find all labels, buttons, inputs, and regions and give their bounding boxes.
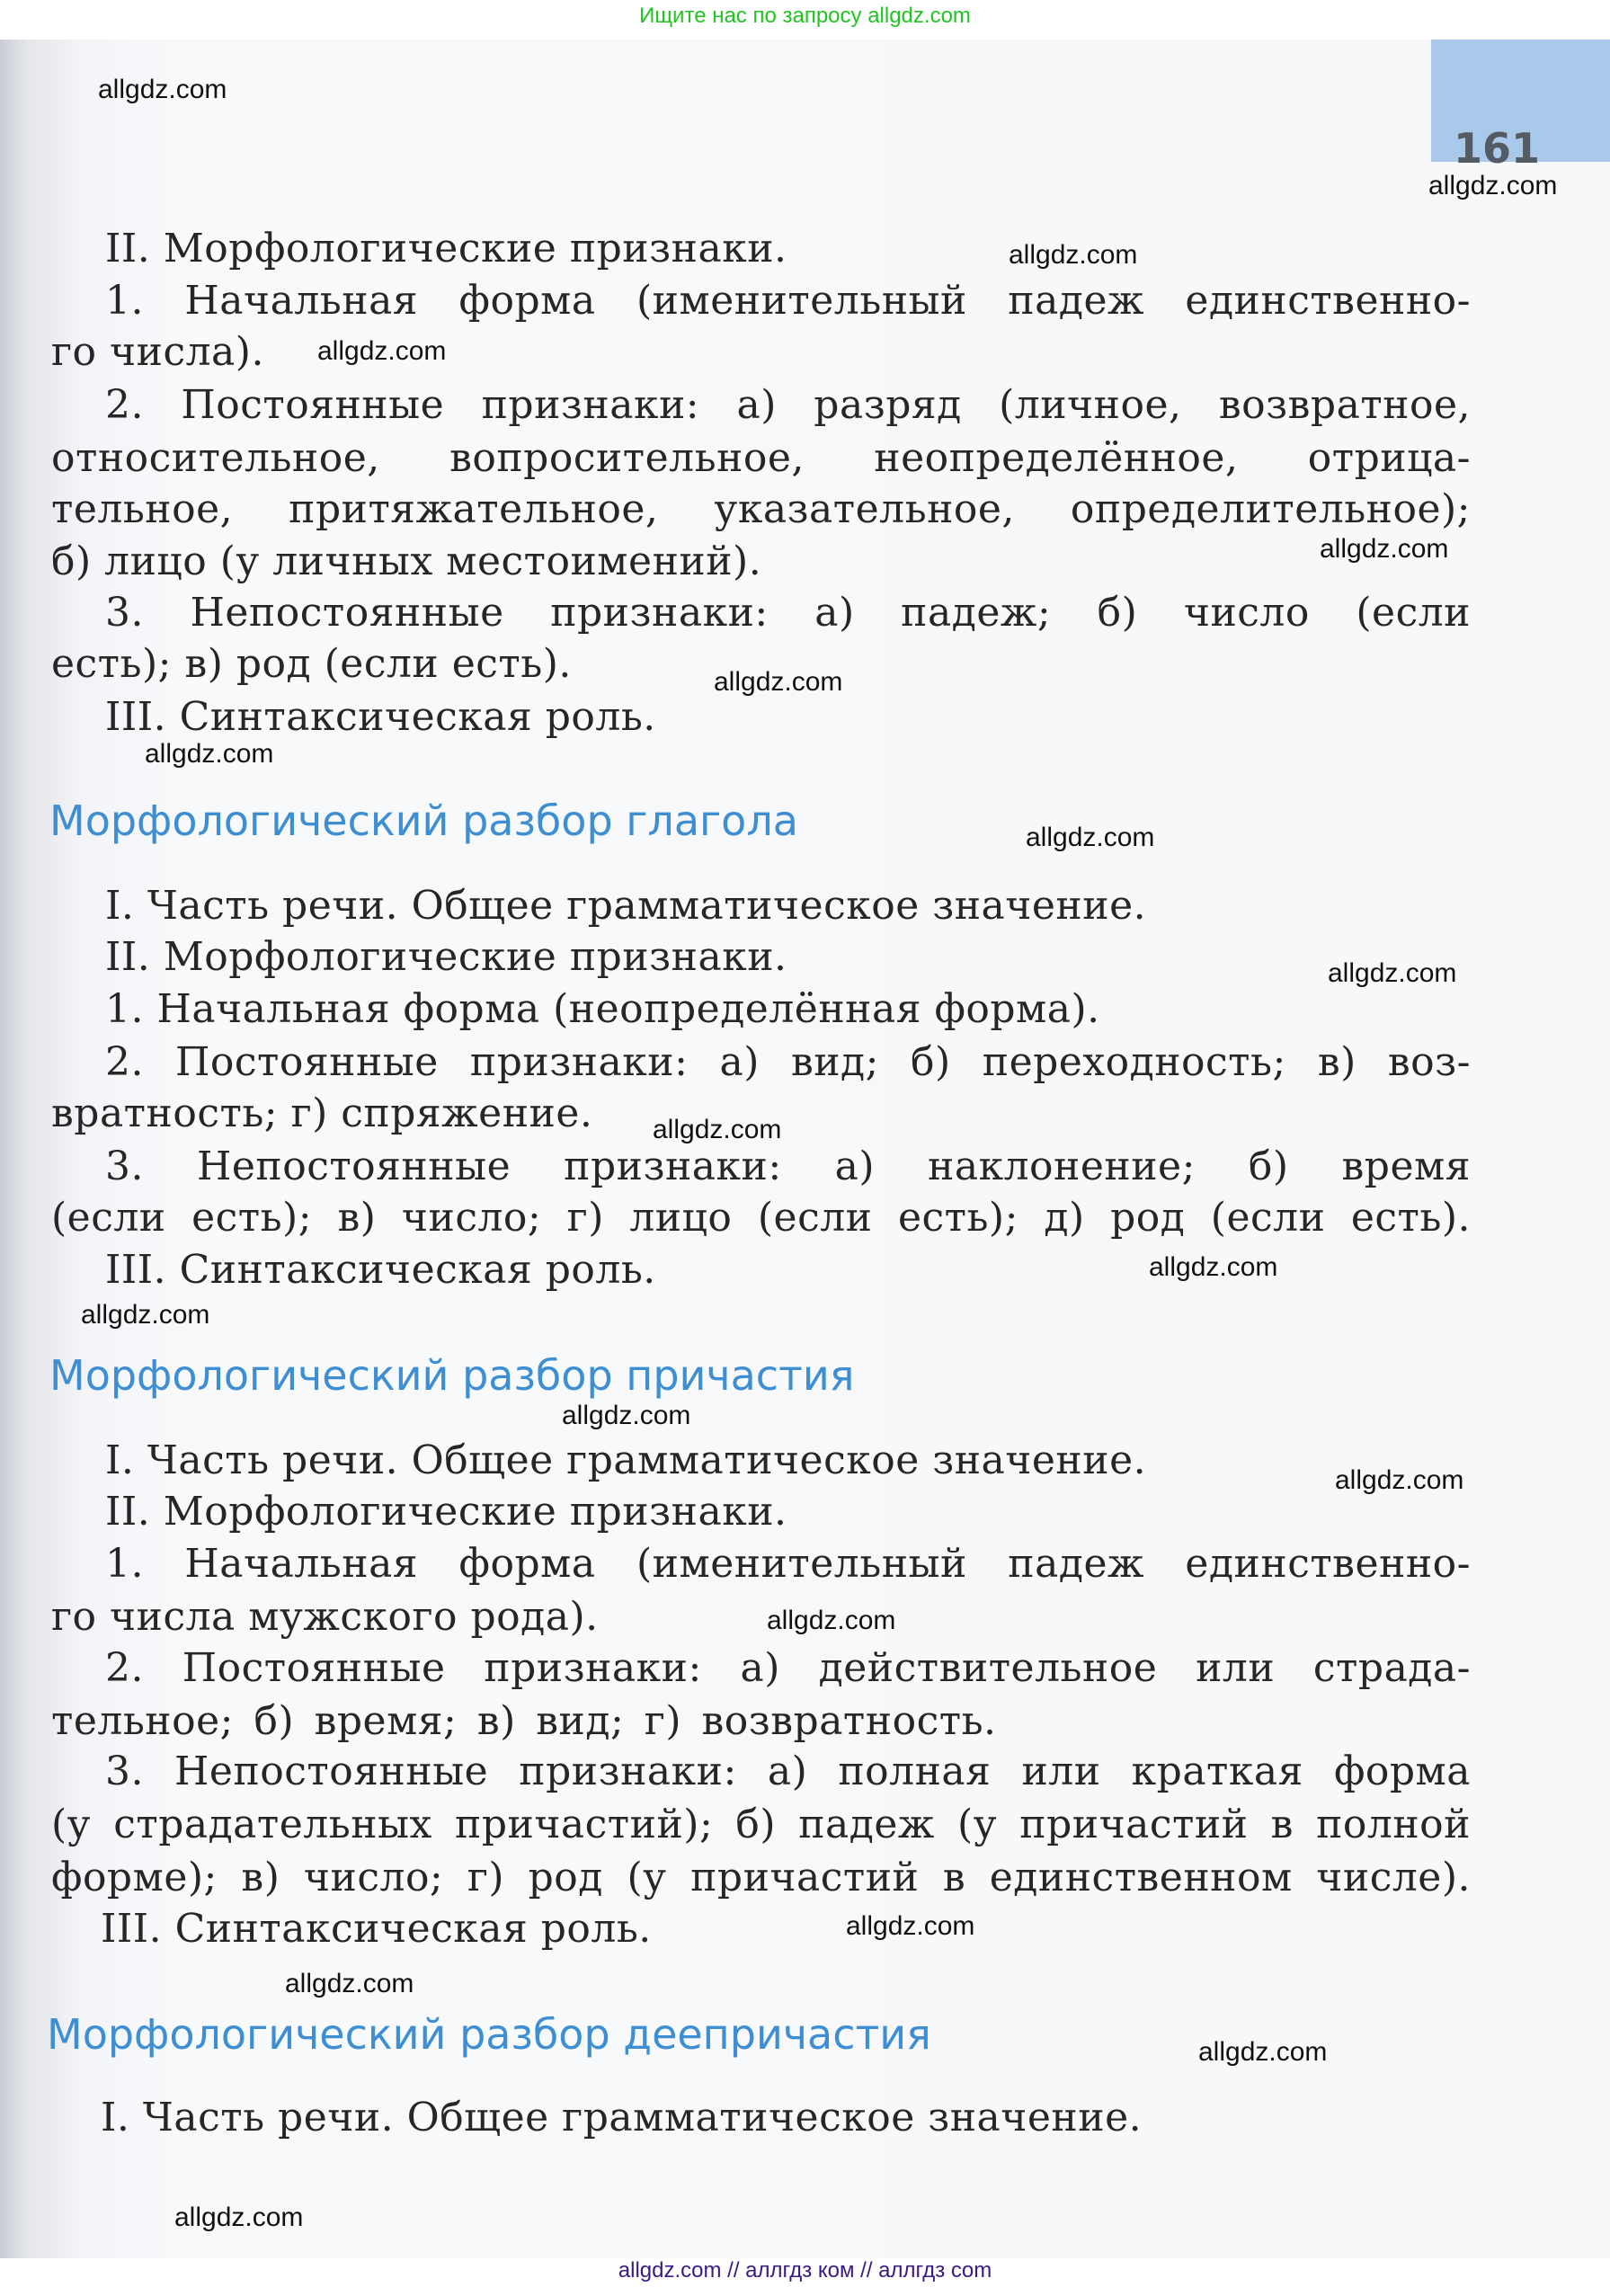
watermark: allgdz.com (714, 667, 843, 697)
watermark: allgdz.com (174, 2203, 304, 2232)
text-line: вратность; г) спряжение. (51, 1090, 593, 1136)
watermark: allgdz.com (767, 1606, 896, 1635)
text-line: форме); в) число; г) род (у причастий в единственном числе). (51, 1855, 1471, 1900)
text-line: го числа). (51, 329, 264, 375)
text-line: I. Часть речи. Общее грамматическое значение. (105, 883, 1147, 929)
section-heading-participle: Морфологический разбор причастия (49, 1351, 855, 1400)
watermark: allgdz.com (846, 1911, 975, 1941)
watermark: allgdz.com (1320, 534, 1449, 564)
text-line: II. Морфологические признаки. (105, 934, 787, 980)
text-line: III. Синтаксическая роль. (105, 694, 656, 740)
text-line: I. Часть речи. Общее грамматическое значение. (101, 2095, 1143, 2140)
bottom-banner[interactable]: allgdz.com // аллгдз ком // аллгдз com (618, 2258, 992, 2283)
watermark: allgdz.com (562, 1401, 691, 1430)
text-line: тельное; б) время; в) вид; г) возвратность. (51, 1698, 997, 1744)
watermark: allgdz.com (81, 1300, 210, 1330)
text-line: 3. Непостоянные признаки: а) наклонение; б) время (105, 1144, 1471, 1189)
watermark: allgdz.com (653, 1115, 782, 1144)
text-line: 1. Начальная форма (именительный падеж единственно- (105, 278, 1471, 324)
text-line: 2. Постоянные признаки: а) вид; б) переходность; в) воз- (105, 1039, 1471, 1085)
text-line: 1. Начальная форма (именительный падеж единственно- (105, 1541, 1471, 1587)
watermark: allgdz.com (1009, 240, 1138, 270)
text-line: III. Синтаксическая роль. (105, 1247, 656, 1293)
text-line: I. Часть речи. Общее грамматическое значение. (105, 1437, 1147, 1483)
watermark: allgdz.com (145, 739, 274, 769)
text-line: (если есть); в) число; г) лицо (если есть); д) род (если есть). (51, 1195, 1471, 1241)
text-line: есть); в) род (если есть). (51, 641, 572, 687)
watermark: allgdz.com (1149, 1252, 1278, 1282)
text-line: (у страдательных причастий); б) падеж (у причастий в полной (51, 1802, 1471, 1847)
watermark: allgdz.com (1428, 171, 1558, 200)
watermark: allgdz.com (98, 75, 227, 104)
text-line: тельное, притяжательное, указательное, определительное); (51, 486, 1471, 532)
text-line: II. Морфологические признаки. (105, 226, 787, 271)
text-line: III. Синтаксическая роль. (101, 1906, 652, 1952)
section-heading-verb: Морфологический разбор глагола (49, 796, 798, 845)
text-line: II. Морфологические признаки. (105, 1489, 787, 1535)
watermark: allgdz.com (1328, 958, 1457, 988)
watermark: allgdz.com (317, 336, 447, 366)
text-line: 3. Непостоянные признаки: а) полная или краткая форма (105, 1749, 1471, 1794)
section-heading-gerund: Морфологический разбор деепричастия (47, 2010, 931, 2059)
page-corner-tab-edge (1559, 40, 1610, 161)
text-line: б) лицо (у личных местоимений). (51, 538, 762, 584)
watermark: allgdz.com (1198, 2037, 1328, 2067)
text-line: относительное, вопросительное, неопределённое, отрица- (51, 435, 1471, 481)
text-line: 2. Постоянные признаки: а) разряд (личное, возвратное, (105, 382, 1471, 428)
watermark: allgdz.com (285, 1969, 414, 1998)
page-number: 161 (1454, 124, 1541, 173)
top-banner[interactable]: Ищите нас по запросу allgdz.com (639, 4, 971, 28)
watermark: allgdz.com (1335, 1465, 1464, 1495)
text-line: 3. Непостоянные признаки: а) падеж; б) число (если (105, 590, 1471, 636)
watermark: allgdz.com (1026, 823, 1155, 852)
text-line: 2. Постоянные признаки: а) действительное или страда- (105, 1645, 1471, 1691)
text-line: го числа мужского рода). (51, 1594, 599, 1640)
text-line: 1. Начальная форма (неопределённая форма). (105, 986, 1100, 1032)
